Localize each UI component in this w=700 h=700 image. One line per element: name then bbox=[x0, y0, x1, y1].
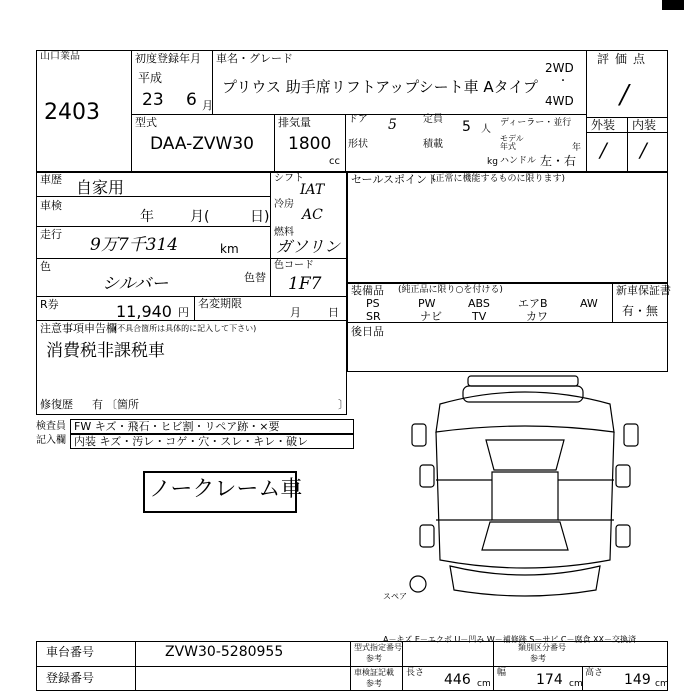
warranty-label: 新車保証書 bbox=[616, 284, 671, 297]
era: 平成 bbox=[138, 71, 163, 85]
no-claim-stamp-text: ノークレーム車 bbox=[149, 477, 303, 502]
load-label: 積載 bbox=[423, 139, 443, 150]
exterior-label: 外装 bbox=[591, 118, 616, 132]
inspection-day-unit: 日) bbox=[250, 209, 270, 225]
repair-close: 〕 bbox=[338, 398, 349, 411]
interior-note-row: 内装 キズ・汚レ・コゲ・穴・スレ・キレ・破レ bbox=[74, 435, 309, 448]
mileage-label: 走行 bbox=[40, 228, 62, 241]
reg-year: 23 bbox=[142, 90, 164, 110]
lot-number: 2403 bbox=[44, 100, 100, 125]
year-unit: 年 bbox=[572, 143, 582, 153]
equip-leather: カワ bbox=[526, 310, 548, 323]
score-label: 評価点 bbox=[597, 52, 652, 66]
width-unit: cm bbox=[569, 679, 583, 689]
shape-label: 形状 bbox=[348, 139, 368, 150]
after-items-label: 後日品 bbox=[351, 325, 384, 338]
sales-point-label: セールスポイント bbox=[351, 173, 439, 186]
exterior-note-row: FW キズ・飛石・ヒビ割・リペア跡・×要 bbox=[74, 420, 280, 433]
doors-label: ドア bbox=[348, 114, 368, 125]
dealer-label: ディーラー・並行 bbox=[500, 118, 572, 128]
handle: 左・右 bbox=[540, 154, 577, 168]
chassis-label: 車台番号 bbox=[46, 645, 95, 659]
recycle-amount: 11,940 bbox=[116, 302, 172, 321]
model-designation-label: 型式指定番号 bbox=[354, 643, 402, 652]
ref-1: 参考 bbox=[366, 654, 382, 663]
equip-abs: ABS bbox=[468, 297, 490, 310]
dims-label: 車検証記載 bbox=[354, 668, 394, 677]
sales-point-frame bbox=[347, 172, 668, 283]
mileage: 9万7千314 bbox=[90, 235, 179, 255]
inspection-year-unit: 年 bbox=[140, 209, 154, 225]
car-name: プリウス 助手席リフトアップシート車 Aタイプ bbox=[222, 78, 538, 96]
width-label: 幅 bbox=[497, 668, 507, 678]
equip-tv: TV bbox=[472, 310, 487, 323]
equip-airbag: エアB bbox=[518, 297, 548, 310]
history-label: 車歴 bbox=[40, 173, 62, 186]
sales-point-sub: (正常に機能するものに限ります) bbox=[432, 174, 566, 184]
displacement-unit: cc bbox=[329, 156, 340, 167]
equipment-sub: (純正品に限り○を付ける) bbox=[398, 285, 503, 295]
name-change-label: 名変期限 bbox=[198, 297, 242, 310]
width: 174 bbox=[536, 672, 563, 688]
history: 自家用 bbox=[76, 178, 125, 197]
after-items-frame bbox=[347, 323, 668, 372]
color-code: 1F7 bbox=[288, 274, 322, 294]
height-label: 高さ bbox=[585, 668, 604, 678]
displacement: 1800 bbox=[288, 134, 332, 154]
displacement-label: 排気量 bbox=[278, 116, 311, 129]
equip-aw: AW bbox=[580, 297, 598, 310]
score-mark: / bbox=[620, 80, 629, 110]
repair-loc: 〔箇所 bbox=[106, 398, 139, 411]
model-code: DAA-ZVW30 bbox=[150, 134, 255, 154]
equip-sr: SR bbox=[366, 310, 381, 323]
length-unit: cm bbox=[477, 679, 491, 689]
reg-number-label: 登録番号 bbox=[46, 671, 95, 685]
drive-dot: ・ bbox=[558, 76, 568, 87]
damage-legend: A－キズ E－エクボ U－凹み W－補修跡 S－サビ C－腐食 XX－交換済 bbox=[383, 635, 637, 644]
equip-navi: ナビ bbox=[420, 310, 442, 323]
drive-4wd: 4WD bbox=[545, 94, 574, 108]
inspector-label: 検査員 bbox=[36, 421, 66, 432]
category-label: 類別区分番号 bbox=[518, 643, 566, 652]
handle-label: ハンドル bbox=[500, 156, 537, 166]
reg-month: 6 bbox=[186, 90, 197, 110]
length: 446 bbox=[444, 672, 471, 688]
model-label: 型式 bbox=[135, 116, 157, 129]
spare-label: スペア bbox=[383, 592, 407, 601]
load-unit: kg bbox=[487, 157, 498, 167]
chassis-number: ZVW30-5280955 bbox=[165, 644, 284, 660]
name-change-month: 月 bbox=[290, 306, 301, 319]
inspection-label: 車検 bbox=[40, 199, 62, 212]
equip-pw: PW bbox=[418, 297, 436, 310]
interior-mark: / bbox=[640, 138, 647, 162]
ac: AC bbox=[302, 207, 323, 223]
equipment-label: 装備品 bbox=[351, 284, 384, 297]
capacity-label: 定員 bbox=[423, 114, 443, 125]
color: シルバー bbox=[102, 274, 169, 294]
ref-2: 参考 bbox=[530, 654, 546, 663]
corner-mark bbox=[662, 0, 684, 10]
notes-sub: (不具合箇所は具体的に記入して下さい) bbox=[114, 324, 257, 333]
region-label: 山口業品 bbox=[40, 51, 80, 62]
warranty-value: 有・無 bbox=[622, 304, 659, 318]
name-change-day: 日 bbox=[328, 306, 339, 319]
capacity: 5 bbox=[462, 119, 471, 135]
ac-label: 冷房 bbox=[274, 199, 294, 210]
fuel: ガソリン bbox=[276, 237, 341, 256]
mileage-unit: km bbox=[220, 242, 239, 256]
notes-label: 注意事項申告欄 bbox=[40, 322, 117, 335]
repair-label: 修復歴 bbox=[40, 398, 73, 411]
capacity-unit: 人 bbox=[481, 124, 491, 135]
recycle-label: R券 bbox=[40, 298, 59, 311]
equip-ps: PS bbox=[366, 297, 380, 310]
model-year-label: モデル年式 bbox=[500, 134, 524, 151]
ref-3: 参考 bbox=[366, 679, 382, 688]
notes: 消費税非課税車 bbox=[46, 341, 165, 361]
drive-2wd: 2WD bbox=[545, 61, 574, 75]
repair-has: 有 bbox=[92, 398, 103, 411]
fuel-label: 燃料 bbox=[274, 227, 294, 238]
shift-label: シフト bbox=[274, 173, 304, 184]
color-code-label: 色コード bbox=[274, 260, 314, 271]
exterior-mark: / bbox=[600, 138, 607, 162]
inspection-month-unit: 月( bbox=[190, 209, 210, 225]
name-grade-label: 車名・グレード bbox=[216, 52, 293, 65]
color-change-label: 色替 bbox=[244, 271, 266, 284]
interior-label: 内装 bbox=[632, 118, 657, 132]
recycle-unit: 円 bbox=[178, 306, 189, 319]
car-diagram bbox=[400, 370, 650, 610]
length-label: 長さ bbox=[406, 668, 425, 678]
color-label: 色 bbox=[40, 260, 51, 273]
shift: IAT bbox=[300, 182, 325, 198]
inspector-label-2: 記入欄 bbox=[36, 435, 66, 446]
first-reg-label: 初度登録年月 bbox=[135, 52, 201, 65]
doors: 5 bbox=[388, 117, 397, 133]
height-unit: cm bbox=[655, 679, 669, 689]
height: 149 bbox=[624, 672, 651, 688]
month-unit: 月 bbox=[202, 99, 213, 112]
